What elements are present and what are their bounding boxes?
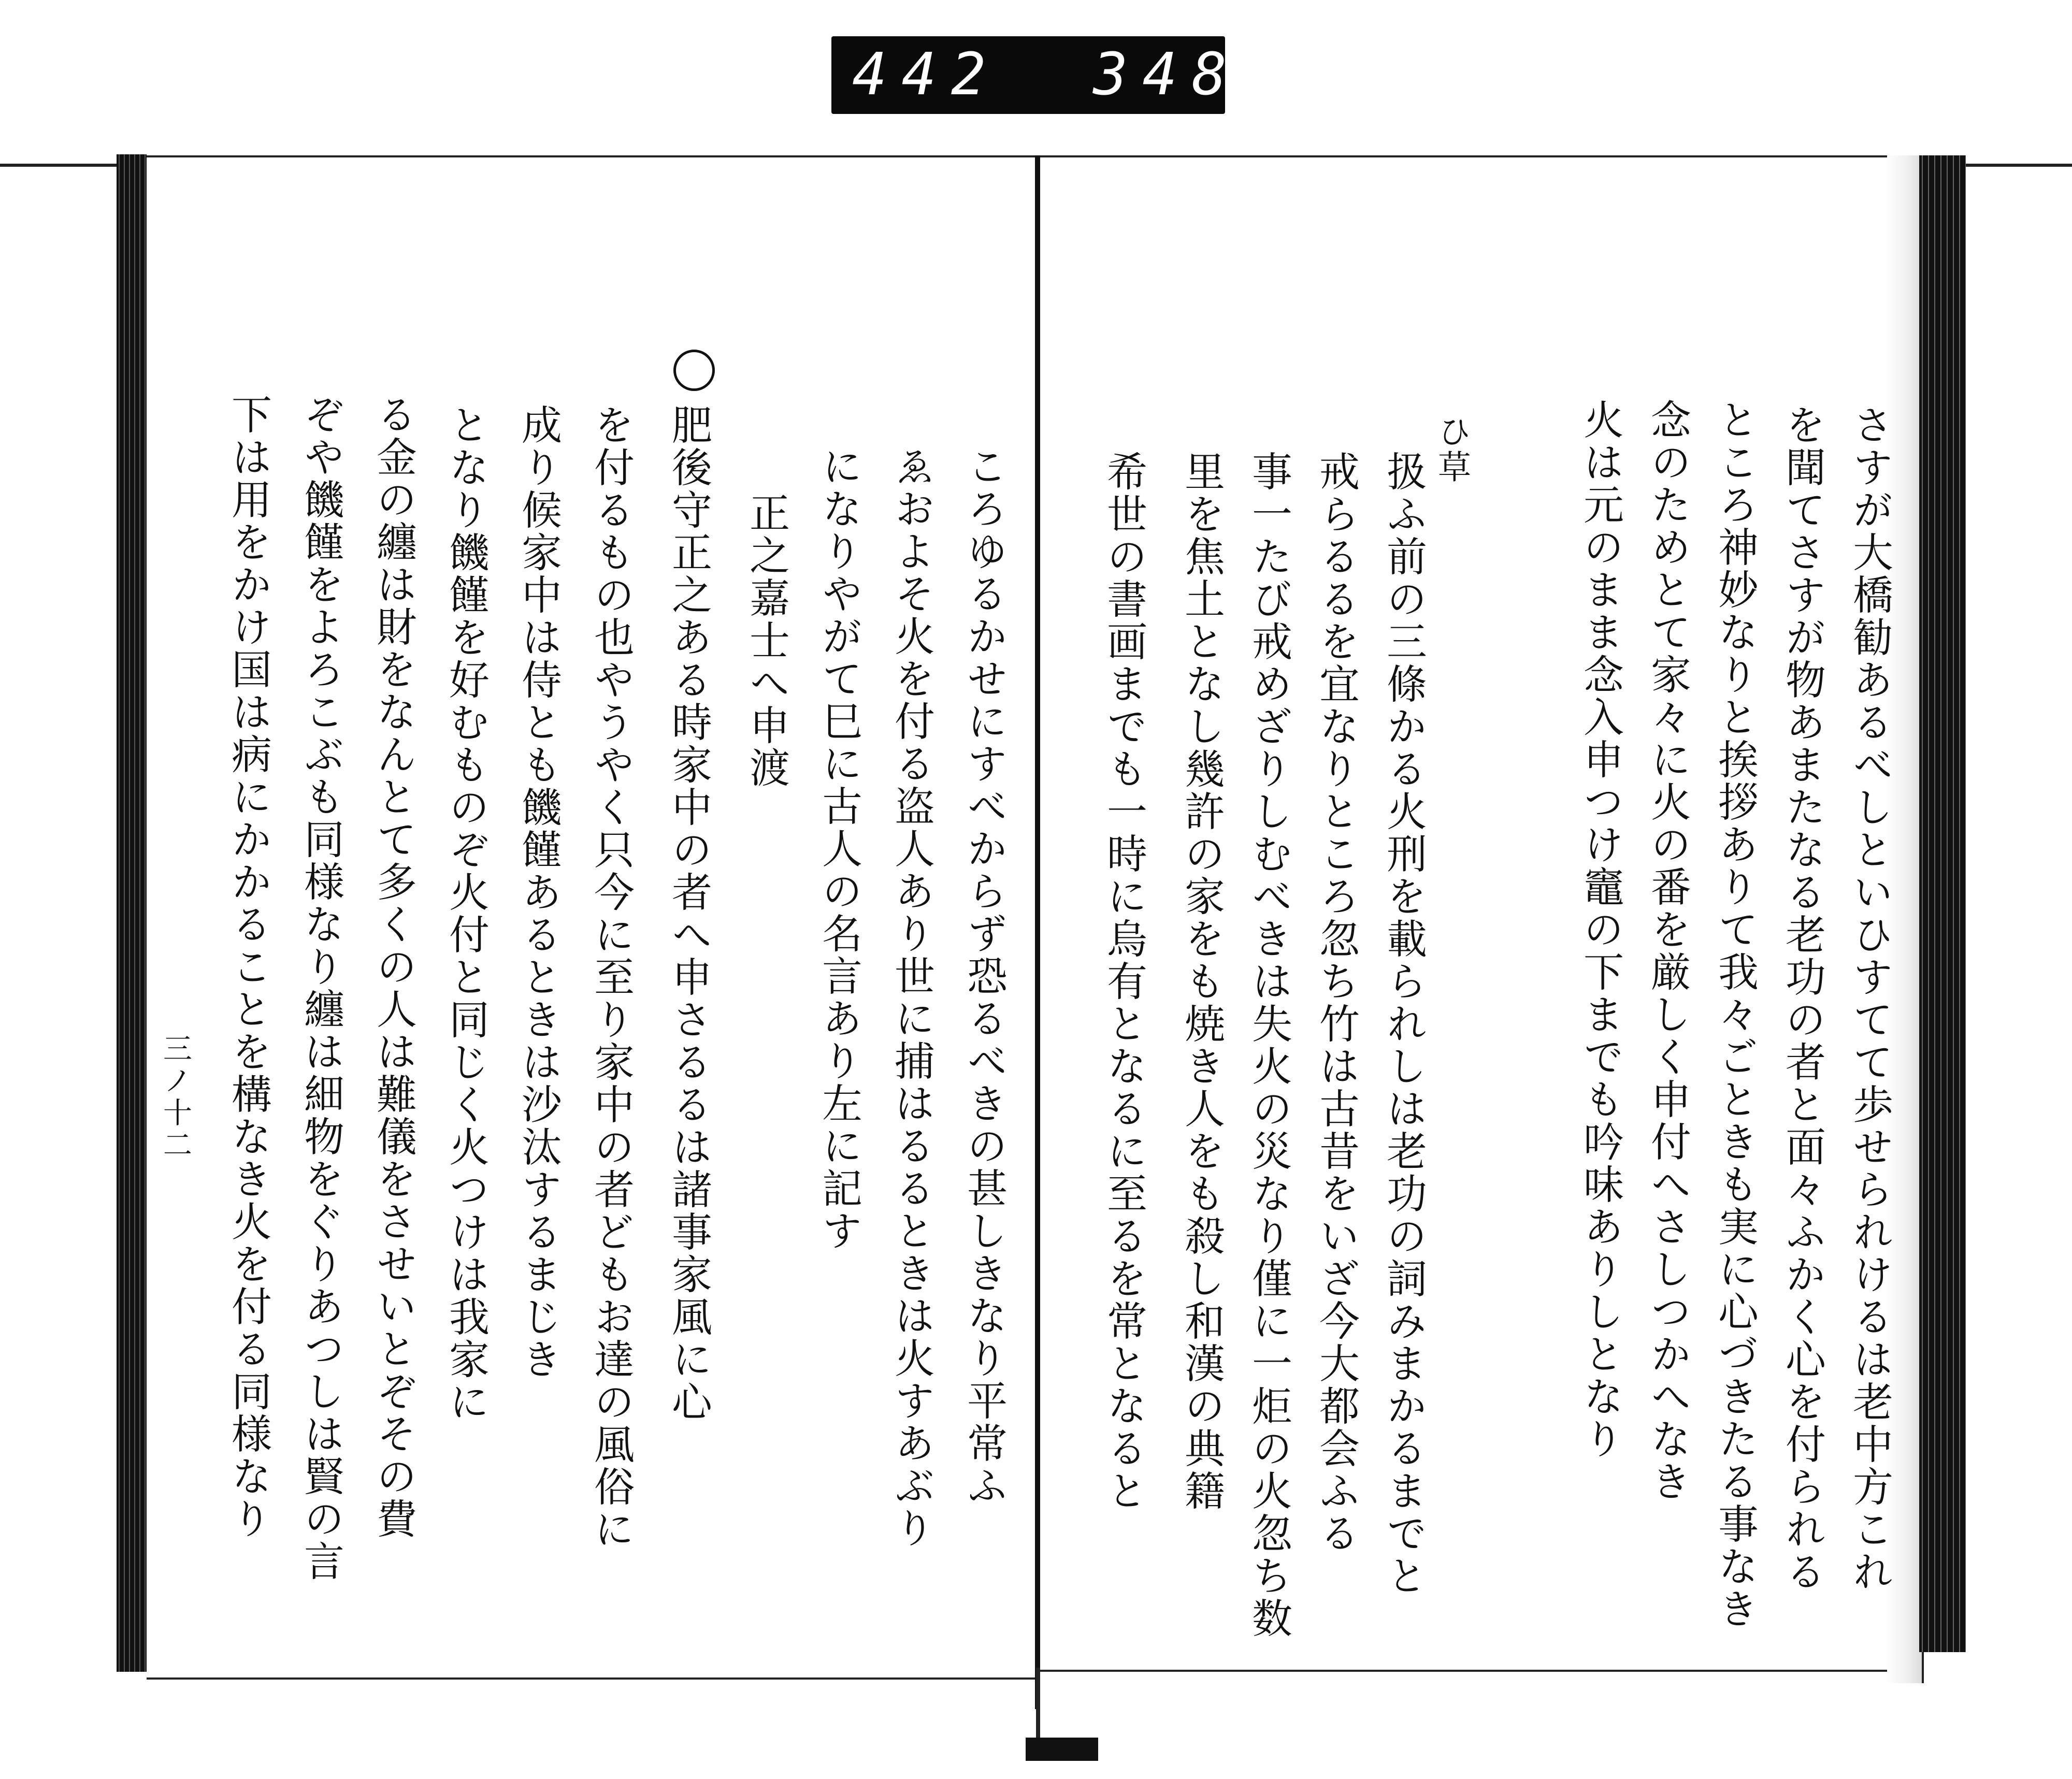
left-page-column-7: 成り候家中は侍とも饑饉あるときは沙汰するまじき bbox=[515, 404, 562, 1381]
left-page-column-11: 下は用をかけ国は病にかかることを構なき火を付る同様なり bbox=[225, 394, 271, 1540]
folio-page-number: 三ノ十二 bbox=[159, 1033, 192, 1162]
left-page-column-5: 肥後守正之ある時家中の者へ申さるるは諸事家風に心 bbox=[665, 404, 712, 1423]
frame-counter-label bbox=[831, 36, 1291, 114]
left-page-column-3: になりやがて巳に古人の名言あり左に記す bbox=[815, 445, 862, 1252]
right-page-column-4: 念のためとて家々に火の番を厳しく申付へさしつかへなき bbox=[1644, 399, 1691, 1503]
gutter-tail bbox=[1036, 1668, 1040, 1740]
right-page-column-3: ところ神妙なりと挨拶ありて我々ごときも実に心づきたる事なき bbox=[1711, 399, 1758, 1630]
right-page-column-6: 扱ふ前の三條かる火刑を載られしは老功の詞みまかるまでと bbox=[1380, 451, 1427, 1597]
right-page bbox=[1040, 155, 1887, 1672]
bottom-tab bbox=[1026, 1738, 1098, 1761]
left-page-column-1: ころゆるかせにすべからず恐るべきの甚しきなり平常ふ bbox=[960, 445, 1007, 1507]
left-page-column-10: ぞや饑饉をよろこぶも同様なり纏は細物をぐりあつしは賢の言 bbox=[297, 394, 344, 1583]
left-page-column-9: る金の纏は財をなんとて多くの人は難儀をさせいとぞその費 bbox=[370, 394, 416, 1540]
counter-right-number: 348. bbox=[1093, 41, 1291, 108]
counter-left-number: 442 bbox=[852, 41, 1001, 108]
book-gutter bbox=[1035, 155, 1040, 1709]
right-page-column-7: 戒らるるを宜なりところ忽ち竹は古昔をいざ今大都会ふる bbox=[1313, 451, 1359, 1555]
right-page-column-1: さすが大橋勧あるべしといひすてて歩せられけるは老中方これ bbox=[1846, 404, 1893, 1593]
right-book-edge bbox=[1919, 155, 1966, 1652]
right-page-column-9: 里を焦土となし幾許の家をも焼き人をも殺し和漢の典籍 bbox=[1178, 451, 1225, 1512]
right-page-heading: ひ草 bbox=[1432, 414, 1471, 485]
left-page-column-6: を付るもの也やうやく只今に至り家中の者どもお達の風俗に bbox=[587, 404, 634, 1551]
right-page-column-5: 火は元のまま念入申つけ竈の下までも吟味ありしとなり bbox=[1577, 399, 1623, 1460]
left-book-edge bbox=[117, 154, 147, 1672]
left-page-column-4: 正之嘉士へ申渡 bbox=[743, 492, 789, 789]
left-page-column-2: ゑおよそ火を付る盗人あり世に捕はるるときは火すあぶり bbox=[888, 445, 934, 1550]
right-page-column-8: 事一たび戒めざりしむべきは失火の災なり僅に一炬の火忽ち数 bbox=[1245, 451, 1292, 1640]
right-page-column-10: 希世の書画までも一時に烏有となるに至るを常となると bbox=[1100, 451, 1147, 1512]
section-circle-mark bbox=[673, 350, 715, 391]
right-page-column-2: を聞てさすが物あまたなる老功の者と面々ふかく心を付られる bbox=[1779, 404, 1825, 1593]
left-page-column-8: となり饑饉を好むものぞ火付と同じく火つけは我家に bbox=[442, 404, 489, 1423]
